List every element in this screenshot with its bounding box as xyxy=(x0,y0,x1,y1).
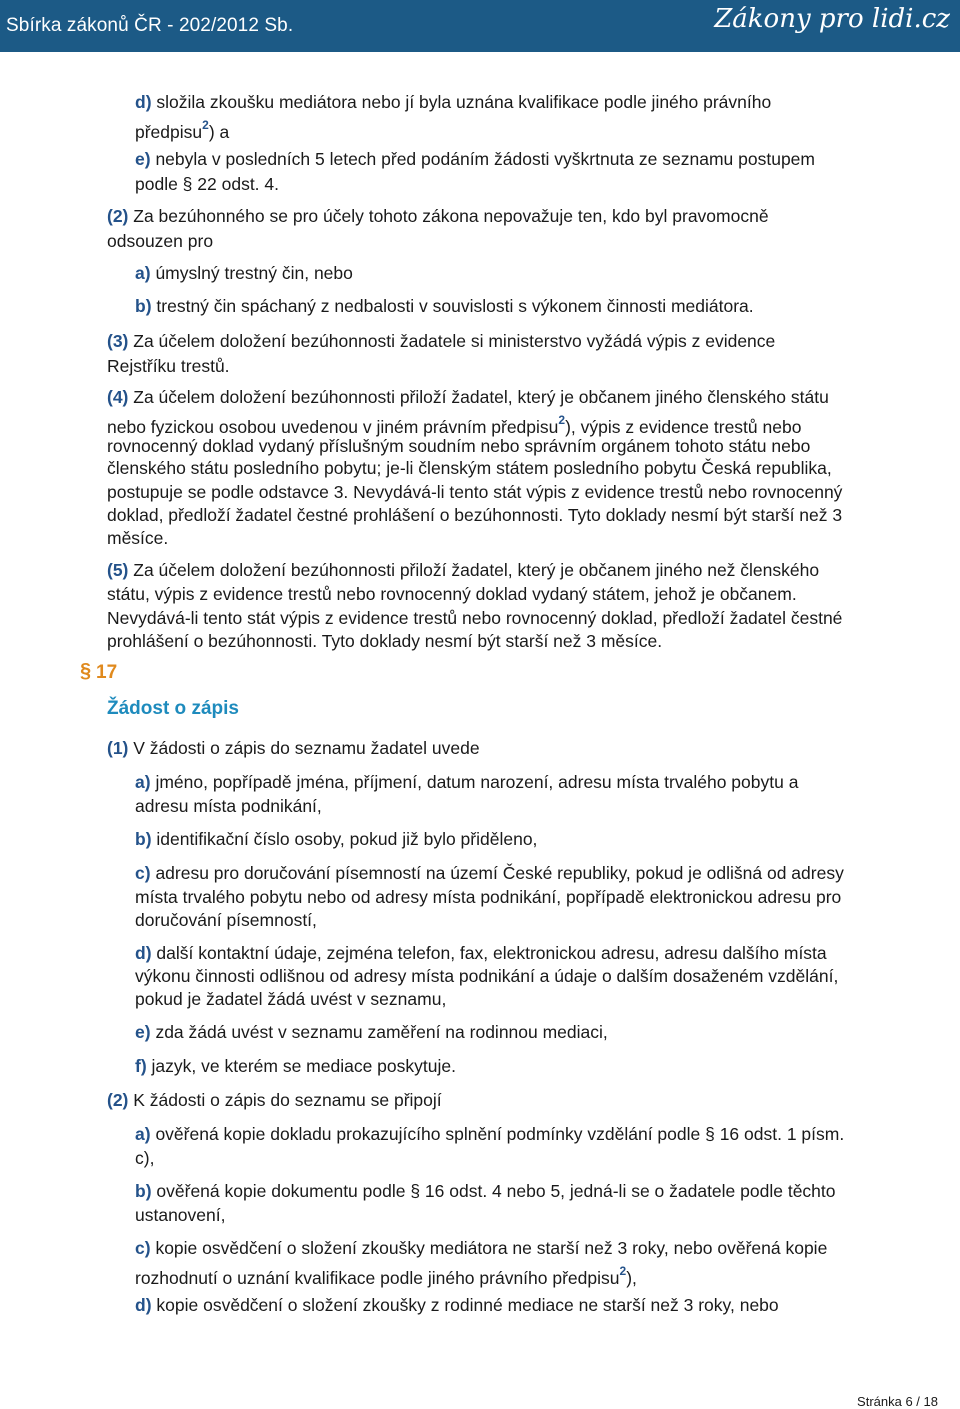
s17-1-item-d-line-2: výkonu činnosti odlišnou od adresy místa podnikání a údaje o dalším dosaženém vzdělání, xyxy=(135,966,839,986)
para-4-line-2: nebo fyzickou osobou uvedenou v jiném právním předpisu$^2$), výpis z evidence trestů nebo xyxy=(107,413,802,437)
section-number: 17 xyxy=(96,662,118,683)
s17-1-item-c-line-3: doručování písemností, xyxy=(135,910,317,930)
s17-1-item-c-line-2: místa trvalého pobytu nebo od adresy místa podnikání, popřípadě elektronickou adresu pro xyxy=(135,887,842,907)
s17-1-item-a-cont: adresu místa podnikání, xyxy=(135,796,322,816)
para-5-line-2: státu, výpis z evidence trestů nebo rovnocenný doklad vydaný státem, jehož je občanem. xyxy=(107,584,797,604)
top-header-bar xyxy=(0,0,960,52)
item-d: d) složila zkoušku mediátora nebo jí byla uznána kvalifikace podle jiného právního xyxy=(135,92,772,112)
section-icon: § xyxy=(80,660,92,682)
para-2-cont: odsouzen pro xyxy=(107,231,214,251)
para-5: (5) Za účelem doložení bezúhonnosti přiloží žadatel, který je občanem jiného než členského xyxy=(107,560,820,580)
s17-2-item-c-cont: rozhodnutí o uznání kvalifikace podle jiného právního předpisu$^2$), xyxy=(135,1264,637,1288)
s17-2-item-b-cont: ustanovení, xyxy=(135,1205,226,1225)
para-3: (3) Za účelem doložení bezúhonnosti žadatele si ministerstvo vyžádá výpis z evidence xyxy=(107,331,776,351)
s17-1-item-d: d) další kontaktní údaje, zejména telefon, fax, elektronickou adresu, adresu dalšího místa xyxy=(135,943,827,963)
para-4-line-6: doklad, předloží žadatel čestné prohlášení o bezúhonnosti. Tyto doklady nesmí být starší než 3 xyxy=(107,505,843,525)
para-4-line-5: postupuje se podle odstavce 3. Nevydává-li tento stát výpis z evidence trestů nebo rovnocenný xyxy=(107,482,843,502)
s17-2-item-c: c) kopie osvědčení o složení zkoušky mediátora ne starší než 3 roky, nebo ověřená kopie xyxy=(135,1238,828,1258)
document-title: Sbírka zákonů ČR - 202/2012 Sb. xyxy=(6,15,294,36)
footnote-ref[interactable]: 2 xyxy=(202,118,209,132)
s17-1-item-f: f) jazyk, ve kterém se mediace poskytuje. xyxy=(135,1056,456,1076)
site-logo[interactable]: Zákony pro lidi.cz xyxy=(714,4,950,34)
page-number: Stránka 6 / 18 xyxy=(857,1394,938,1409)
s17-2-item-d: d) kopie osvědčení o složení zkoušky z rodinné mediace ne starší než 3 roky, nebo xyxy=(135,1295,779,1315)
item-e-cont: podle § 22 odst. 4. xyxy=(135,174,279,194)
section-heading: Žádost o zápis xyxy=(107,698,239,719)
footnote-ref[interactable]: 2 xyxy=(558,413,566,427)
para-5-line-4: prohlášení o bezúhonnosti. Tyto doklady nesmí být starší než 3 měsíce. xyxy=(107,631,663,651)
para-4-line-7: měsíce. xyxy=(107,528,169,548)
para-4-line-4: členského státu posledního pobytu; je-li členským státem posledního pobytu Česká republika, xyxy=(107,458,832,478)
item-e: e) nebyla v posledních 5 letech před podáním žádosti vyškrtnuta ze seznamu postupem xyxy=(135,149,815,169)
para-3-cont: Rejstříku trestů. xyxy=(107,356,230,376)
s17-para-1: (1) V žádosti o zápis do seznamu žadatel uvede xyxy=(107,738,480,758)
s17-para-2: (2) K žádosti o zápis do seznamu se připojí xyxy=(107,1090,442,1110)
s17-1-item-b: b) identifikační číslo osoby, pokud již bylo přiděleno, xyxy=(135,829,538,849)
s17-2-item-a-cont: c), xyxy=(135,1148,155,1168)
item-d-cont: předpisu$^2$) a xyxy=(135,118,230,142)
s17-2-item-b: b) ověřená kopie dokumentu podle § 16 odst. 4 nebo 5, jedná-li se o žadatele podle těchto xyxy=(135,1181,836,1201)
para-5-line-3: Nevydává-li tento stát výpis z evidence trestů nebo rovnocenný doklad, předloží žadatel čestné xyxy=(107,608,843,628)
s17-1-item-d-line-3: pokud je žadatel žádá uvést v seznamu, xyxy=(135,989,447,1009)
para-4: (4) Za účelem doložení bezúhonnosti přiloží žadatel, který je občanem jiného členského státu xyxy=(107,387,829,407)
s17-2-item-a: a) ověřená kopie dokladu prokazujícího splnění podmínky vzdělání podle § 16 odst. 1 písm. xyxy=(135,1124,845,1144)
para-4-line-3: rovnocenný doklad vydaný příslušným soudním nebo správním orgánem tohoto státu nebo xyxy=(107,436,811,456)
para-2: (2) Za bezúhonného se pro účely tohoto zákona nepovažuje ten, kdo byl pravomocně xyxy=(107,206,769,226)
footnote-ref[interactable]: 2 xyxy=(619,1264,627,1278)
s17-1-item-c: c) adresu pro doručování písemností na území České republiky, pokud je odlišná od adresy xyxy=(135,863,844,883)
para-2-item-b: b) trestný čin spáchaný z nedbalosti v souvislosti s výkonem činnosti mediátora. xyxy=(135,296,754,316)
para-2-item-a: a) úmyslný trestný čin, nebo xyxy=(135,263,353,283)
s17-1-item-a: a) jméno, popřípadě jména, příjmení, datum narození, adresu místa trvalého pobytu a xyxy=(135,772,799,792)
s17-1-item-e: e) zda žádá uvést v seznamu zaměření na rodinnou mediaci, xyxy=(135,1022,608,1042)
